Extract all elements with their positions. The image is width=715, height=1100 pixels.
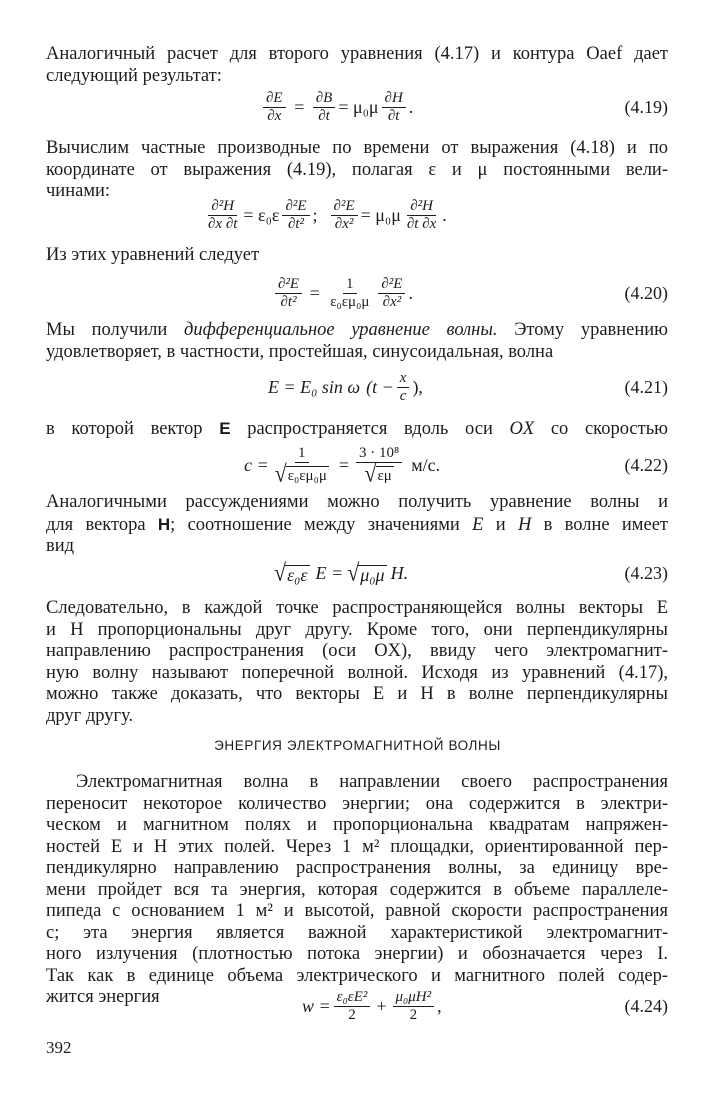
- numerator: ∂²E: [282, 198, 309, 216]
- text-line: ческом и магнитном полях и пропорциональна квадратам напряжен-: [46, 815, 668, 835]
- denominator: ∂x ∂t: [208, 215, 238, 232]
- paragraph-4: [46, 320, 668, 363]
- text-line: Вычислим частные производные по времени от выражения (4.18) и по: [46, 138, 668, 158]
- numerator: x: [397, 370, 410, 388]
- equation-number: (4.22): [624, 454, 668, 475]
- punctuation: .: [408, 282, 413, 303]
- text-line: Электромагнитная волна в направлении своего распространения: [76, 772, 668, 792]
- equation-number: (4.21): [624, 376, 668, 397]
- paragraph-2: [46, 138, 668, 203]
- text-line: можно также доказать, что векторы E и H в волне перпендикулярны: [46, 684, 668, 704]
- text-run: ; соотношение между значениями: [170, 514, 473, 535]
- text-line: координате от выражения (4.19), полагая ε и μ постоянными вели-: [46, 159, 668, 180]
- text-line: пендикулярно направлению распространения волны, за единицу вре-: [46, 858, 668, 878]
- text-line: [46, 514, 668, 537]
- symbol: E: [472, 514, 484, 535]
- text-line: c; эта энергия является важной характеристикой электромагнит-: [46, 922, 668, 943]
- operator: =: [338, 454, 350, 475]
- equation-4-20: $\frac{\text{∂²E}}{\text{∂t²}}$ = $\frac{1}{\text{ε₀εμ₀μ}}$ $\frac{\text{∂²E}}{\text{∂x²}}$ . (4.20): [46, 272, 668, 314]
- unit: м/с.: [411, 454, 441, 475]
- denominator: ∂x²: [382, 293, 402, 310]
- denominator: 2: [348, 1006, 356, 1023]
- operator: E =: [315, 562, 344, 583]
- equation-4-22: c = 1 √ ε₀εμ₀μ = 3 · 10⁸ √ εμ м/с. (4.22): [244, 444, 668, 487]
- paren-open: (t −: [366, 376, 394, 397]
- punctuation: .: [408, 96, 414, 117]
- text-line: Следовательно, в каждой точке распространяющейся волны векторы E: [46, 598, 668, 618]
- text-run: Мы получили: [46, 320, 185, 340]
- operator: +: [376, 995, 387, 1016]
- operator: = ε₀ε: [243, 204, 280, 225]
- radicand: ε₀εμ₀μ: [287, 467, 327, 484]
- numerator: ∂²E: [275, 276, 302, 294]
- text-run: и: [483, 514, 518, 535]
- text-line: ного излучения (плотностью потока энергии) и обозначается через I.: [46, 944, 668, 964]
- text-line: удовлетворяет, в частности, простейшая, синусоидальная, волна: [46, 341, 554, 362]
- numerator: ∂²H: [407, 198, 436, 216]
- equation-number: (4.19): [624, 96, 668, 117]
- radicand: εμ: [377, 467, 392, 484]
- denominator: ∂t²: [287, 215, 305, 232]
- denominator: ∂t²: [280, 293, 297, 310]
- formula-right: H.: [390, 562, 409, 583]
- punctuation: .: [442, 204, 447, 225]
- text-line: мени пройдет вся та энергия, которая содержится в объеме параллеле-: [46, 879, 668, 900]
- numerator: ∂H: [382, 90, 406, 108]
- radicand: μ₀μ: [360, 565, 385, 585]
- operator: = μ₀μ: [338, 96, 379, 117]
- text-line: следующий результат:: [46, 65, 222, 86]
- paragraph-7: [46, 598, 668, 727]
- text-run: в волне имеет: [531, 514, 668, 535]
- formula-left: w =: [302, 995, 331, 1016]
- text-line: друг другу.: [46, 705, 134, 726]
- paragraph-1: [46, 44, 668, 87]
- denominator: 2: [409, 1006, 418, 1023]
- numerator: 3 · 10⁸: [356, 445, 402, 463]
- vector-symbol: H: [157, 514, 171, 534]
- text-line: Аналогичными рассуждениями можно получить уравнение волны и: [46, 492, 668, 512]
- equation-number: (4.24): [624, 995, 668, 1016]
- equation-4-19: $\frac{\partial E}{\partial x}$ = $\frac{\partial B}{\partial t}$ = μ₀μ $\frac{\partial H}{\partial t}$ . (4.19): [46, 86, 668, 128]
- paragraph-6: [46, 492, 668, 558]
- operator: = μ₀μ: [360, 204, 401, 225]
- text-line: ностей E и H этих полей. Через 1 м² площадки, ориентированной пер-: [46, 836, 668, 857]
- numerator: ∂²E: [331, 198, 358, 216]
- symbol: H: [517, 514, 532, 535]
- denominator: c: [399, 387, 407, 404]
- text-line: ную волну называют поперечной волной. Исходя из уравнений (4.17),: [46, 662, 668, 683]
- vector-symbol: E: [219, 419, 231, 438]
- equation-number: (4.23): [624, 562, 668, 583]
- text-line: [46, 418, 668, 441]
- paragraph-8: [46, 772, 668, 1009]
- numerator: 1: [343, 276, 357, 294]
- denominator: ∂x²: [334, 215, 354, 232]
- text-line: направлению распространения (оси OX), ввиду чего электромагнит-: [46, 641, 668, 661]
- paren-close: ),: [412, 376, 423, 397]
- radicand: ε₀ε: [287, 565, 308, 585]
- axis-symbol: OX: [509, 419, 535, 439]
- text-line: [46, 320, 668, 342]
- numerator: ε₀εE²: [334, 989, 371, 1007]
- denominator: ∂x: [267, 107, 282, 124]
- emphasis: дифференциальное уравнение волны.: [184, 320, 498, 340]
- denominator: ε₀εμ₀μ: [330, 293, 370, 310]
- text-line: Аналогичный расчет для второго уравнения (4.17) и контура Oaef дает: [46, 44, 668, 64]
- text-run: в которой вектор: [46, 419, 220, 439]
- formula-left: c =: [244, 454, 269, 475]
- numerator: ∂²H: [208, 198, 237, 216]
- text-run: распространяется вдоль оси: [230, 419, 510, 439]
- separator: ;: [312, 204, 318, 225]
- equation-partials: [46, 194, 668, 236]
- numerator: ∂B: [313, 90, 336, 108]
- equation-4-24: [46, 985, 668, 1027]
- denominator: ∂t ∂x: [406, 215, 437, 232]
- paragraph-3: [46, 245, 668, 267]
- punctuation: ,: [437, 995, 442, 1016]
- equation-4-21: [46, 366, 668, 408]
- formula-left: E = E₀ sin ω: [268, 376, 361, 397]
- paragraph-5: [46, 418, 668, 441]
- denominator: ∂t: [387, 107, 400, 124]
- numerator: ∂E: [263, 90, 286, 108]
- equation-4-23: √ ε₀ε E = √ μ₀μ H. (4.23): [46, 552, 668, 594]
- text-line: жится энергия: [46, 987, 160, 1007]
- text-line: Из этих уравнений следует: [46, 245, 260, 265]
- text-run: со скоростью: [534, 419, 668, 439]
- section-heading: ЭНЕРГИЯ ЭЛЕКТРОМАГНИТНОЙ ВОЛНЫ: [214, 738, 501, 753]
- text-line: вид: [46, 536, 75, 556]
- numerator: ∂²E: [378, 276, 405, 294]
- text-line: переносит некоторое количество энергии; она содержится в электри-: [46, 793, 668, 814]
- text-line: и H пропорциональны друг другу. Кроме того, они перпендикулярны: [46, 619, 668, 640]
- text-run: для вектора: [46, 514, 158, 535]
- text-run: Этому уравнению: [497, 320, 668, 340]
- text-line: пипеда с основанием 1 м² и высотой, равной скорости распространения: [46, 901, 668, 921]
- text-line: Так как в единице объема электрического и магнитного полей содер-: [46, 965, 668, 986]
- denominator: ∂t: [318, 107, 330, 124]
- numerator: μ₀μH²: [393, 989, 435, 1007]
- text-line: чинами:: [46, 181, 111, 201]
- page-number: 392: [46, 1038, 72, 1057]
- equation-number: (4.20): [624, 282, 668, 303]
- numerator: 1: [295, 445, 309, 463]
